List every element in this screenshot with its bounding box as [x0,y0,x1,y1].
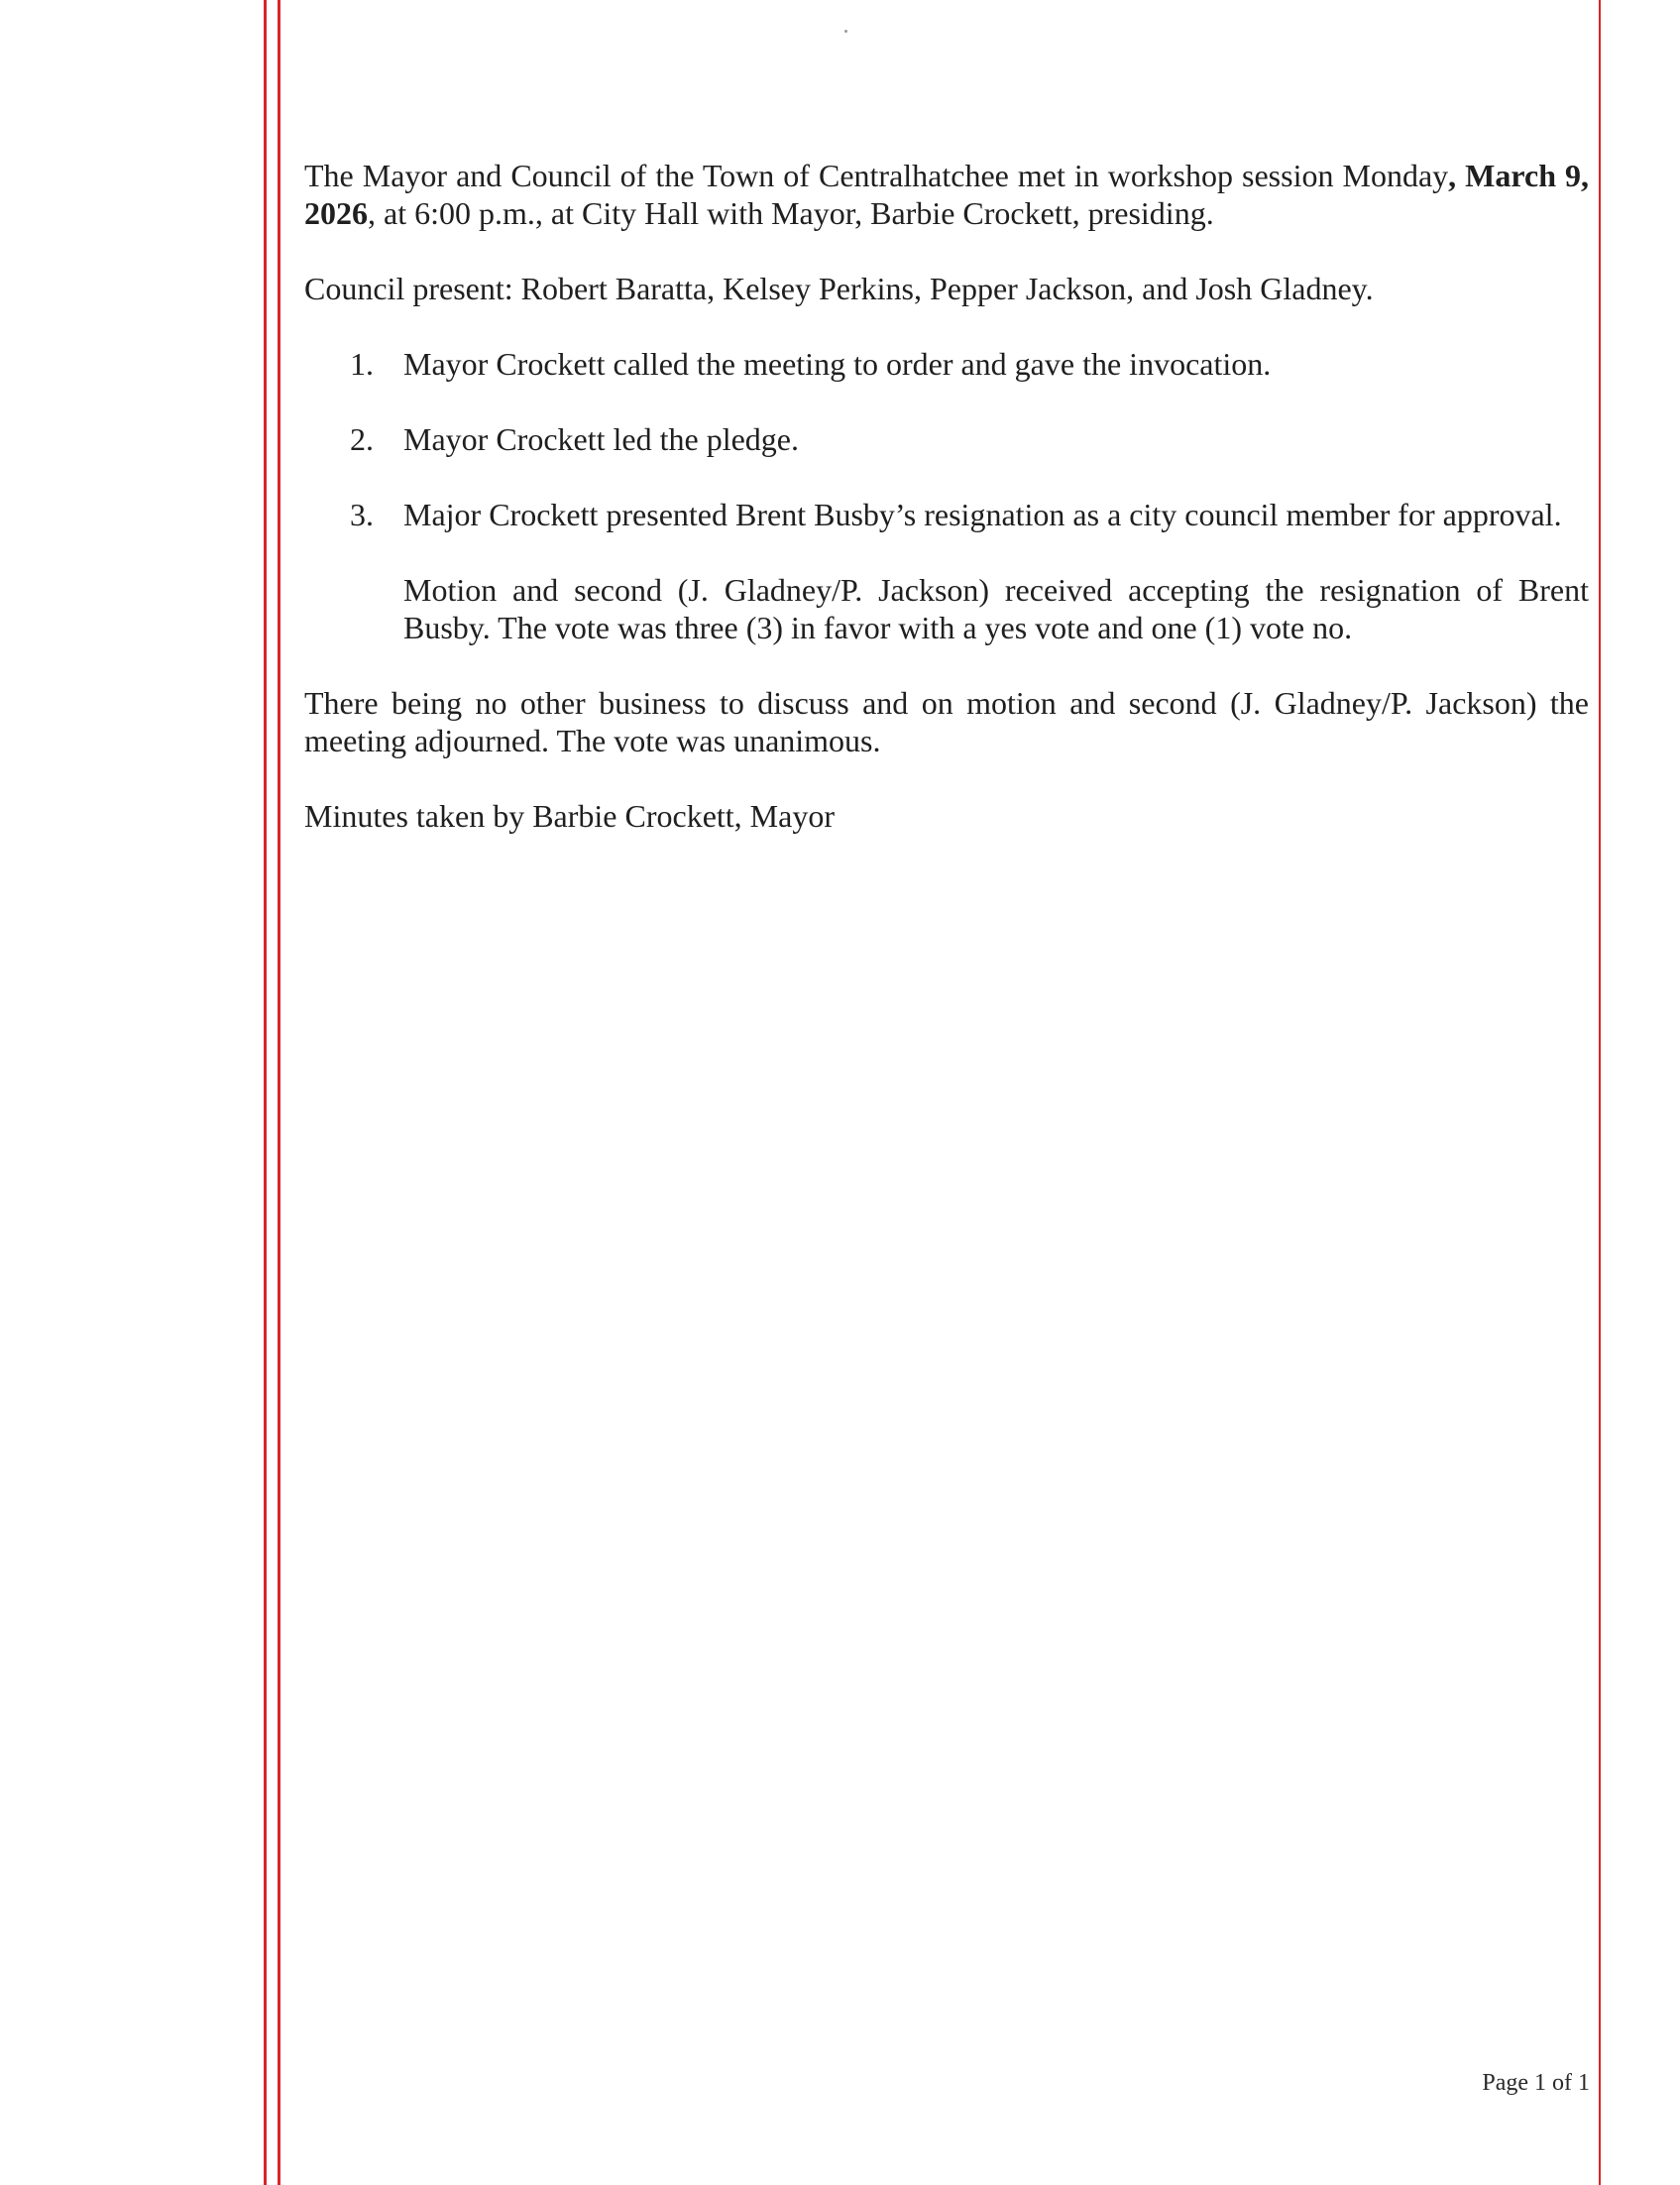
agenda-item-number: 3. [350,497,374,532]
agenda-list [304,345,1589,646]
agenda-item [304,420,1589,458]
closing-paragraph: There being no other business to discuss and on motion and second (J. Gladney/P. Jackson) the meeting adjourned. The vote was unanimous. [304,685,1589,758]
agenda-item-number: 2. [350,421,374,457]
agenda-item [304,496,1589,646]
page-number: Page 1 of 1 [1482,2070,1590,2096]
agenda-item-text: Mayor Crockett led the pledge. [403,421,799,457]
right-margin-line [1599,0,1601,2185]
left-margin-line-outer [264,0,267,2185]
intro-paragraph [304,157,1589,232]
left-margin-line-inner [278,0,280,2185]
agenda-item-text: Mayor Crockett called the meeting to order and gave the invocation. [403,346,1272,382]
council-present: Council present: Robert Baratta, Kelsey Perkins, Pepper Jackson, and Josh Gladney. [304,271,1374,306]
scan-speck [844,30,847,33]
agenda-item-text: Major Crockett presented Brent Busby’s resignation as a city council member for approval. [403,497,1562,532]
intro-text-continued: , at 6:00 p.m., at City Hall with Mayor, Barbie Crockett, presiding. [368,195,1214,231]
agenda-item [304,345,1589,383]
meeting-date: , March 9, 2026 [304,158,1589,231]
intro-text: The Mayor and Council of the Town of Centralhatchee met in workshop session Monday [304,158,1449,193]
motion-text: Motion and second (J. Gladney/P. Jackson) received accepting the resignation of Brent Busby. The vote was three (3) in favor with a yes vote and one (1) vote no. [403,572,1589,645]
agenda-item-number: 1. [350,346,374,382]
minutes-body [304,157,1589,835]
minutes-taken-by: Minutes taken by Barbie Crockett, Mayor [304,798,835,834]
